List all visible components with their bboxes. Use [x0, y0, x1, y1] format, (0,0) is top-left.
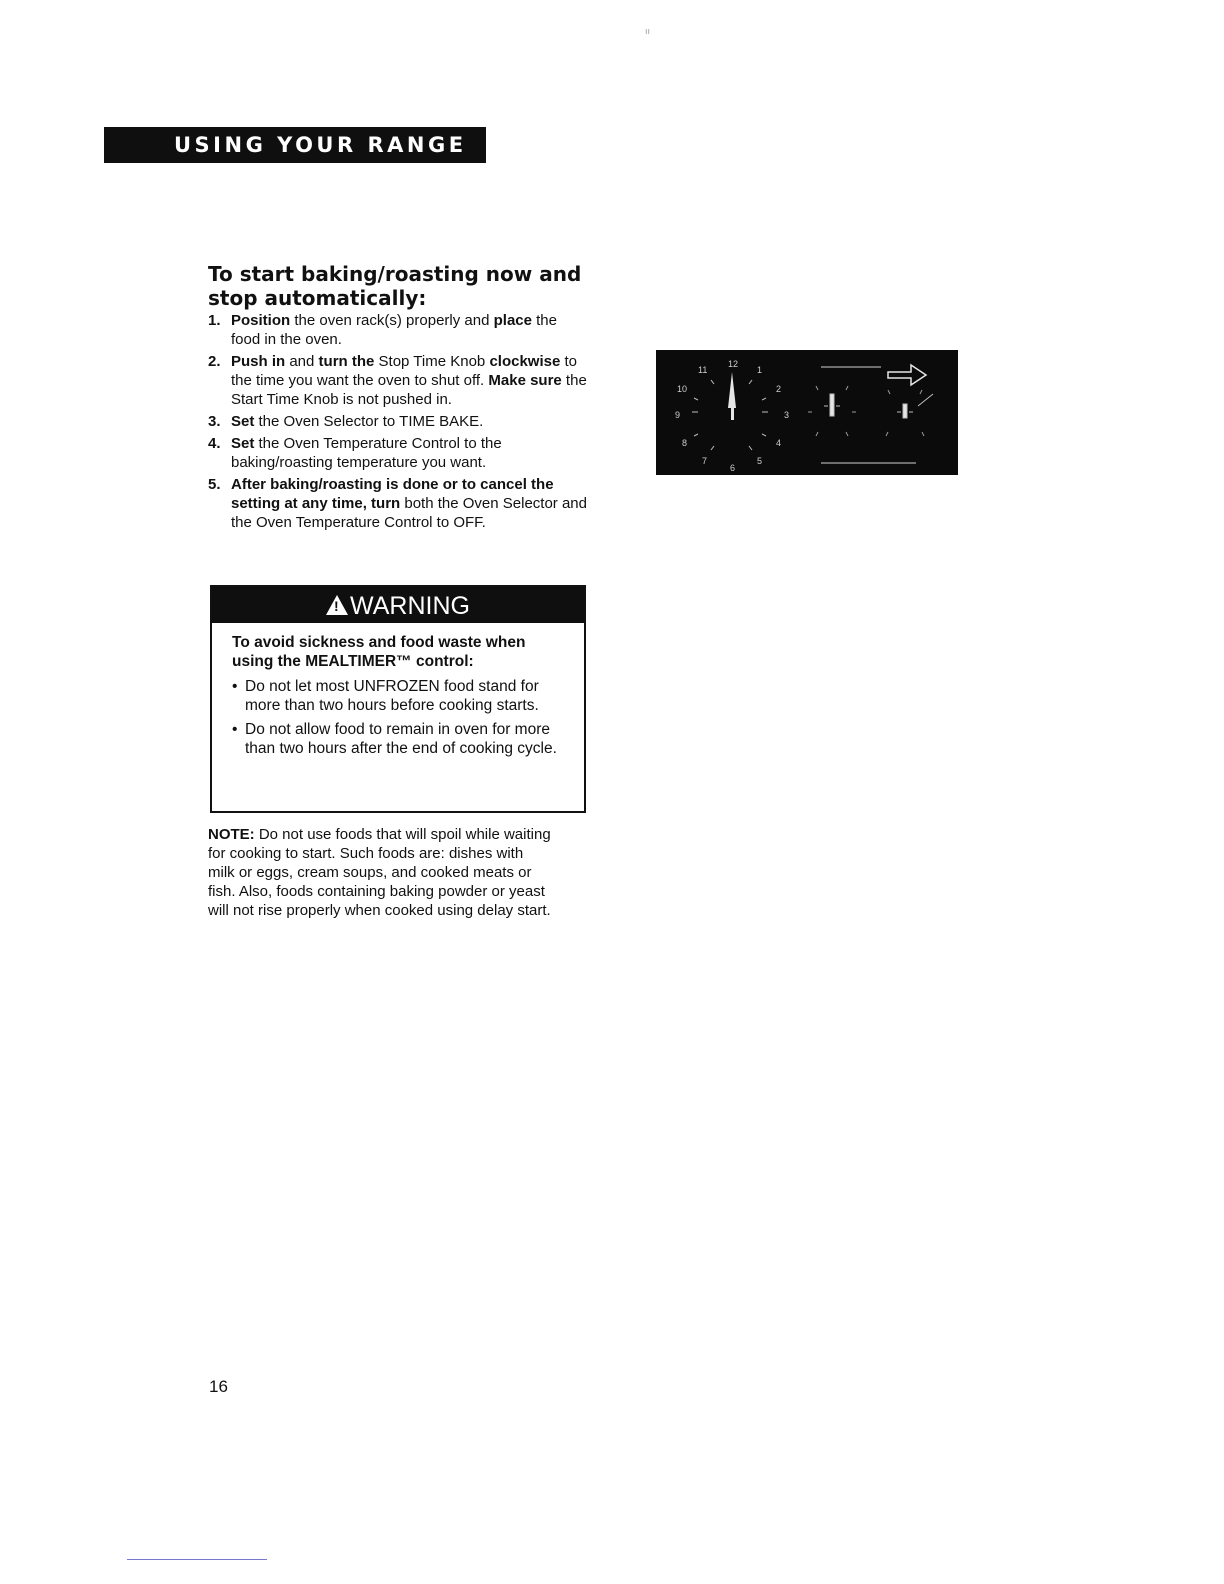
step-bold-text: clockwise	[489, 353, 561, 370]
clock-number: 10	[677, 384, 688, 394]
clock-number: 4	[776, 438, 782, 448]
step-text: and	[285, 353, 319, 370]
warning-bullet: • Do not let most UNFROZEN food stand for more than two hours before cooking starts.	[232, 677, 568, 715]
step-bold-text: Make sure	[488, 372, 562, 389]
top-margin-mark: ıı	[645, 26, 651, 36]
clock-number: 11	[698, 365, 708, 375]
step-number: 5.	[208, 476, 221, 493]
step-item	[208, 475, 588, 532]
section-header-bar: USING YOUR RANGE	[104, 127, 486, 163]
step-text: to the time you want the oven to shut off.	[231, 353, 578, 389]
warning-intro: To avoid sickness and food waste when using the MEALTIMER™ control:	[232, 634, 526, 670]
section-title: To start baking/roasting now and stop automatically:	[208, 262, 582, 310]
step-item	[208, 311, 588, 349]
warning-box	[210, 585, 586, 813]
step-bold-text: place	[493, 312, 532, 329]
instruction-steps	[208, 311, 588, 535]
clock-number: 6	[730, 463, 736, 473]
warning-label: WARNING	[350, 592, 470, 620]
step-text: the oven rack(s) properly and	[290, 312, 494, 329]
clock-number: 2	[776, 384, 782, 394]
clock-number: 12	[728, 359, 739, 369]
clock-number: 7	[702, 456, 708, 466]
clock-number: 8	[682, 438, 688, 448]
footer-rule	[127, 1559, 267, 1560]
clock-number: 3	[784, 410, 790, 420]
step-text: Stop Time Knob	[374, 353, 490, 370]
step-number: 4.	[208, 435, 221, 452]
clock-number: 5	[757, 456, 763, 466]
step-text: the Oven Temperature Control to the baking/roasting temperature you want.	[231, 435, 502, 471]
step-bold-text: Position	[231, 312, 291, 329]
step-text: the Oven Selector to TIME BAKE.	[254, 413, 484, 430]
temperature-control-pointer	[903, 404, 907, 418]
step-bold-text: turn the	[318, 353, 375, 370]
note-text: Do not use foods that will spoil while waiting for cooking to start. Such foods are: dishes with milk or eggs, cream soups, and cooked meats or fish. Also, foods containing baking powder or yeast will not rise properly when cooked using delay start.	[208, 826, 551, 919]
step-item	[208, 434, 588, 472]
warning-header	[212, 587, 584, 623]
clock-number: 1	[757, 365, 763, 375]
page-number: 16	[209, 1377, 228, 1396]
step-number: 2.	[208, 353, 221, 370]
step-item	[208, 352, 588, 409]
step-bold-text: Push in	[231, 353, 286, 370]
warning-body	[212, 623, 584, 758]
clock-hand-stem	[731, 408, 734, 420]
warning-bullet-list	[232, 677, 568, 758]
step-bold-text: After baking/roasting is done or to cancel the setting at any time, turn	[231, 476, 554, 512]
step-number: 3.	[208, 413, 221, 430]
clock-number: 9	[675, 410, 681, 420]
warning-triangle-icon	[326, 595, 348, 615]
warning-bullet: • Do not allow food to remain in oven for more than two hours after the end of cooking cycle.	[232, 720, 568, 758]
step-item	[208, 412, 588, 431]
step-bold-text: Set	[231, 413, 255, 430]
control-panel-illustration	[656, 350, 958, 475]
step-text: both the Oven Selector and the Oven Temperature Control to OFF.	[231, 495, 587, 531]
note-paragraph	[208, 825, 553, 920]
oven-selector-pointer	[830, 394, 834, 416]
step-text: the food in the oven.	[231, 312, 557, 348]
step-text: the Start Time Knob is not pushed in.	[231, 372, 587, 408]
note-label: NOTE:	[208, 826, 255, 843]
step-number: 1.	[208, 312, 221, 329]
step-bold-text: Set	[231, 435, 255, 452]
